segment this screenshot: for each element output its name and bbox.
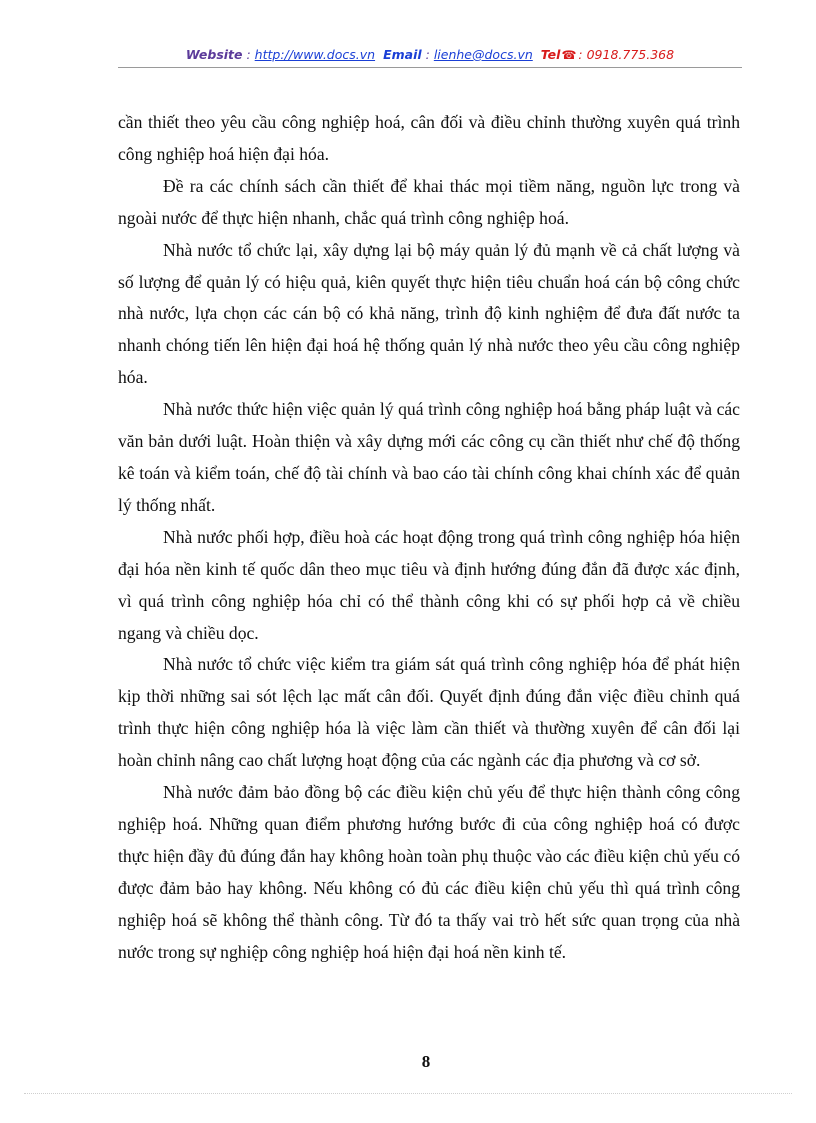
page-number: 8: [421, 1052, 431, 1071]
paragraph-6: Nhà nước tổ chức việc kiểm tra giám sát quá trình công nghiệp hóa để phát hiện kịp thời những sai sót lệch lạc mất cân đối. Quyết định đúng đắn việc điều chỉnh quá trình thực hiện công nghiệp hóa là việc làm cần thiết và thường xuyên để cân đối lại hoàn chỉnh nâng cao chất lượng hoạt động của các ngành các địa phương và cơ sở.: [118, 654, 740, 771]
tel-label: Tel: [540, 47, 561, 62]
tel-number: : 0918.775.368: [578, 47, 675, 62]
bottom-divider: [24, 1093, 792, 1094]
body-text: [118, 107, 740, 968]
website-link[interactable]: http://www.docs.vn: [254, 47, 376, 62]
website-label: Website: [185, 47, 243, 62]
paragraph-2: Đề ra các chính sách cần thiết để khai thác mọi tiềm năng, nguồn lực trong và ngoài nước để thực hiện nhanh, chắc quá trình công nghiệp hoá.: [118, 175, 740, 228]
phone-icon: ☎: [561, 48, 577, 62]
paragraph-1: cần thiết theo yêu cầu công nghiệp hoá, cân đối và điều chỉnh thường xuyên quá trình công nghiệp hoá hiện đại hóa.: [118, 112, 740, 164]
email-label: Email: [383, 47, 422, 62]
paragraph-5: Nhà nước phối hợp, điều hoà các hoạt động trong quá trình công nghiệp hóa hiện đại hóa nền kinh tế quốc dân theo mục tiêu và định hướng đúng đắn đã được xác định, vì quá trình công nghiệp hóa chỉ có thể thành công khi có sự phối hợp cả về chiều ngang và chiều dọc.: [118, 526, 740, 643]
page-header: [118, 46, 742, 68]
website-separator: :: [242, 47, 255, 62]
paragraph-3: Nhà nước tổ chức lại, xây dựng lại bộ máy quản lý đủ mạnh về cả chất lượng và số lượng để quản lý có hiệu quả, kiên quyết thực hiện tiêu chuẩn hoá cán bộ công chức nhà nước, lựa chọn các cán bộ có khả năng, trình độ kinh nghiệm để đưa đất nước ta nhanh chóng tiến lên hiện đại hoá hệ thống quản lý nhà nước theo yêu cầu công nghiệp hóa.: [118, 239, 740, 388]
email-link[interactable]: lienhe@docs.vn: [433, 47, 533, 62]
email-separator: :: [421, 47, 434, 62]
paragraph-4: Nhà nước thức hiện việc quản lý quá trình công nghiệp hoá bằng pháp luật và các văn bản dưới luật. Hoàn thiện và xây dựng mới các công cụ cần thiết như chế độ thống kê toán và kiểm toán, chế độ tài chính và bao cáo tài chính công khai chính xác để quản lý thống nhất.: [118, 399, 740, 515]
paragraph-7: Nhà nước đảm bảo đồng bộ các điều kiện chủ yếu để thực hiện thành công công nghiệp hoá. Những quan điểm phương hướng bước đi của công nghiệp hoá có được thực hiện đầy đủ đúng đắn hay không hoàn toàn phụ thuộc vào các điều kiện chủ yếu có được đảm bảo hay không. Nếu không có đủ các điều kiện chủ yếu thì quá trình công nghiệp hoá sẽ không thể thành công. Từ đó ta thấy vai trò hết sức quan trọng của nhà nước trong sự nghiệp công nghiệp hoá hiện đại hoá nền kinh tế.: [118, 782, 740, 962]
